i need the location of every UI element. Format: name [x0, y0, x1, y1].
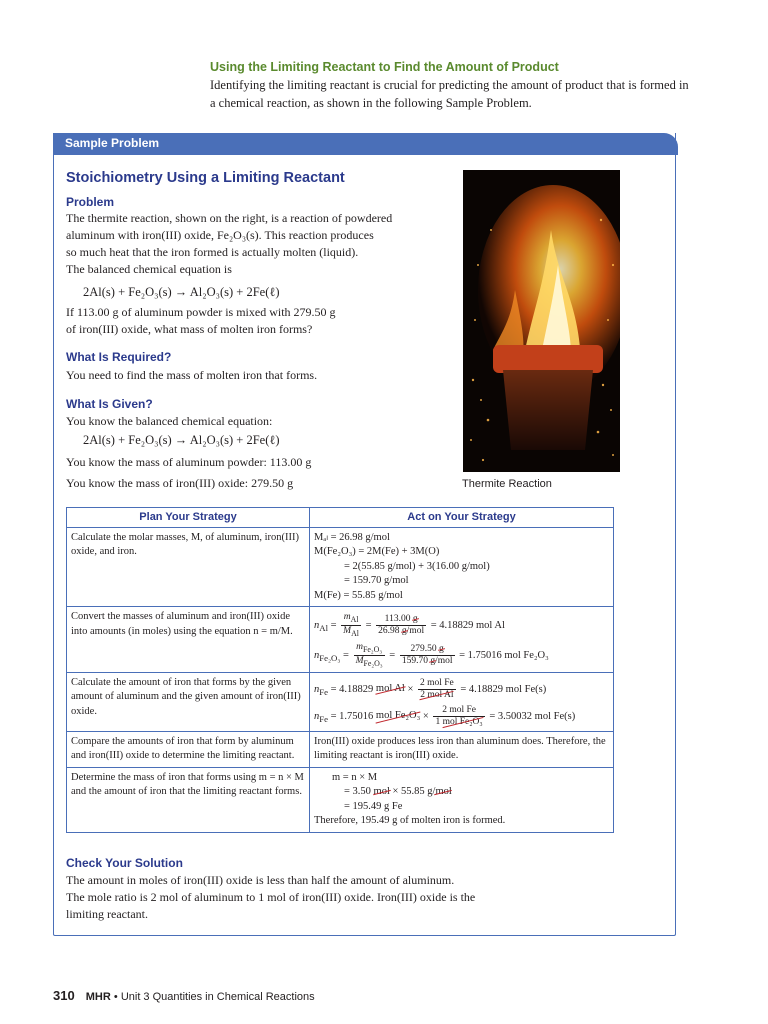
page-number: 310: [53, 988, 75, 1003]
problem-text: [66, 210, 436, 278]
act-line: = 195.49 g Fe: [344, 800, 403, 812]
act-result: = 3.50032 mol Fe(s): [489, 710, 576, 722]
footer-unit: Unit 3 Quantities in Chemical Reactions: [120, 991, 315, 1003]
problem-line: The balanced chemical equation is: [66, 262, 232, 276]
page-footer: [53, 988, 315, 1003]
given-line: You know the mass of aluminum powder: 113.00 g: [66, 455, 312, 469]
intro-body: Identifying the limiting reactant is crucial for predicting the amount of product that is formed in a chemical reaction, as shown in the following Sample Problem.: [210, 78, 689, 110]
act-line: M(Fe) = 55.85 g/mol: [314, 589, 403, 601]
check-text: [66, 872, 666, 923]
required-heading: What Is Required?: [66, 350, 172, 364]
publisher-mark: MHR: [85, 991, 111, 1003]
check-line: The mole ratio is 2 mol of aluminum to 1 mol of iron(III) oxide. Iron(III) oxide is the: [66, 890, 476, 904]
plan-cell: Determine the mass of iron that forms using m = n × M and the amount of iron that the limiting reactant forms.: [67, 767, 310, 832]
problem-line: aluminum with iron(III) oxide, Fe₂O₃(s). This reaction produces: [66, 228, 374, 242]
footer-separator: •: [113, 991, 118, 1003]
given-equation: 2Al(s) + Fe₂O₃(s) → Al₂O₃(s) + 2Fe(ℓ): [83, 433, 280, 447]
question-line: of iron(III) oxide, what mass of molten iron forms?: [66, 322, 313, 336]
table-row: [67, 672, 614, 731]
act-line: = 2(55.85 g/mol) + 3(16.00 g/mol): [344, 560, 490, 572]
check-line: limiting reactant.: [66, 907, 148, 921]
plan-cell: Calculate the amount of iron that forms by the given amount of aluminum and the given amount of iron(III) oxide.: [67, 672, 310, 731]
act-line: Therefore, 195.49 g of molten iron is formed.: [314, 815, 506, 827]
sample-problem-header: [53, 133, 678, 155]
act-line: $n_{Fe} = 1.75016$ mol Fe₂O₃ × $\frac{\text{2 mol Fe}}{\text{1 mol Fe₂O₃}}$ = 3.50032 mol Fe(s): [314, 704, 576, 727]
intro-title: Using the Limiting Reactant to Find the Amount of Product: [210, 60, 559, 74]
question-line: If 113.00 g of aluminum powder is mixed with 279.50 g: [66, 305, 336, 319]
plan-cell: Convert the masses of aluminum and iron(III) oxide into amounts (in moles) using the equation n = m/M.: [67, 607, 310, 673]
act-cell: [310, 607, 614, 673]
problem-question: [66, 304, 436, 338]
photo-caption: Thermite Reaction: [462, 478, 552, 490]
given-line: You know the balanced chemical equation:: [66, 414, 273, 428]
act-line: = 159.70 g/mol: [344, 575, 409, 586]
act-column-header: Act on Your Strategy: [310, 508, 614, 528]
required-text: You need to find the mass of molten iron that forms.: [66, 368, 318, 382]
balanced-equation: 2Al(s) + Fe₂O₃(s) → Al₂O₃(s) + 2Fe(ℓ): [83, 285, 280, 299]
act-line: m = n × M: [332, 771, 378, 783]
table-header-row: [67, 508, 614, 528]
table-row: [67, 731, 614, 767]
act-line: = 3.50 mol × 55.85 g/mol: [344, 786, 452, 798]
sample-problem-box: [53, 133, 676, 936]
thermite-photo-graphic: [463, 170, 620, 472]
table-row: [67, 527, 614, 607]
act-line: M(Fe₂O₃) = 2M(Fe) + 3M(O): [314, 546, 440, 557]
problem-line: The thermite reaction, shown on the right, is a reaction of powdered: [66, 211, 393, 225]
given-line: You know the mass of iron(III) oxide: 279.50 g: [66, 476, 294, 490]
given-heading: What Is Given?: [66, 397, 153, 411]
intro-section: [210, 60, 690, 112]
problem-heading: Problem: [66, 195, 115, 209]
table-row: [67, 767, 614, 832]
plan-cell: Compare the amounts of iron that form by aluminum and iron(III) oxide to determine the limiting reactant.: [67, 731, 310, 767]
sample-problem-label: Sample Problem: [65, 136, 160, 150]
thermite-reaction-photo: [463, 170, 620, 472]
check-line: The amount in moles of iron(III) oxide is less than half the amount of aluminum.: [66, 873, 455, 887]
table-row: [67, 607, 614, 673]
act-cell: [310, 672, 614, 731]
act-result: = 1.75016 mol Fe₂O₃: [459, 649, 549, 661]
plan-column-header: Plan Your Strategy: [67, 508, 310, 528]
act-cell: [310, 527, 614, 607]
act-cell: [310, 767, 614, 832]
problem-line: so much heat that the iron formed is actually molten (liquid).: [66, 245, 359, 259]
act-line: $n_{Fe_2O_3}$ = $\frac{m_{Fe_2O_3}}{M_{Fe_2O_3}}$ = $\frac{279.50 g}{\text{159.70 g/mol}}$ = 1.75016 mol Fe₂O₃: [314, 641, 549, 668]
act-line: $n_{Al}$ = $\frac{m_{Al}}{M_{Al}}$ = $\frac{113.00 g}{\text{26.98 g/mol}}$ = 4.18829 mol Al: [314, 612, 505, 638]
act-line: Mₐₗ = 26.98 g/mol: [314, 531, 390, 543]
strategy-table: [66, 507, 614, 833]
problem-title: Stoichiometry Using a Limiting Reactant: [66, 170, 345, 186]
act-result: = 4.18829 mol Fe(s): [460, 683, 547, 695]
check-heading: Check Your Solution: [66, 856, 183, 870]
act-cell: Iron(III) oxide produces less iron than aluminum does. Therefore, the limiting reactant is iron(III) oxide.: [310, 731, 614, 767]
act-result: = 4.18829 mol Al: [430, 619, 505, 631]
plan-cell: Calculate the molar masses, M, of aluminum, iron(III) oxide, and iron.: [67, 527, 310, 607]
act-line: $n_{Fe} = 4.18829$ mol Al × $\frac{\text{2 mol Fe}}{\text{2 mol Al}}$ = 4.18829 mol Fe(s): [314, 677, 547, 700]
